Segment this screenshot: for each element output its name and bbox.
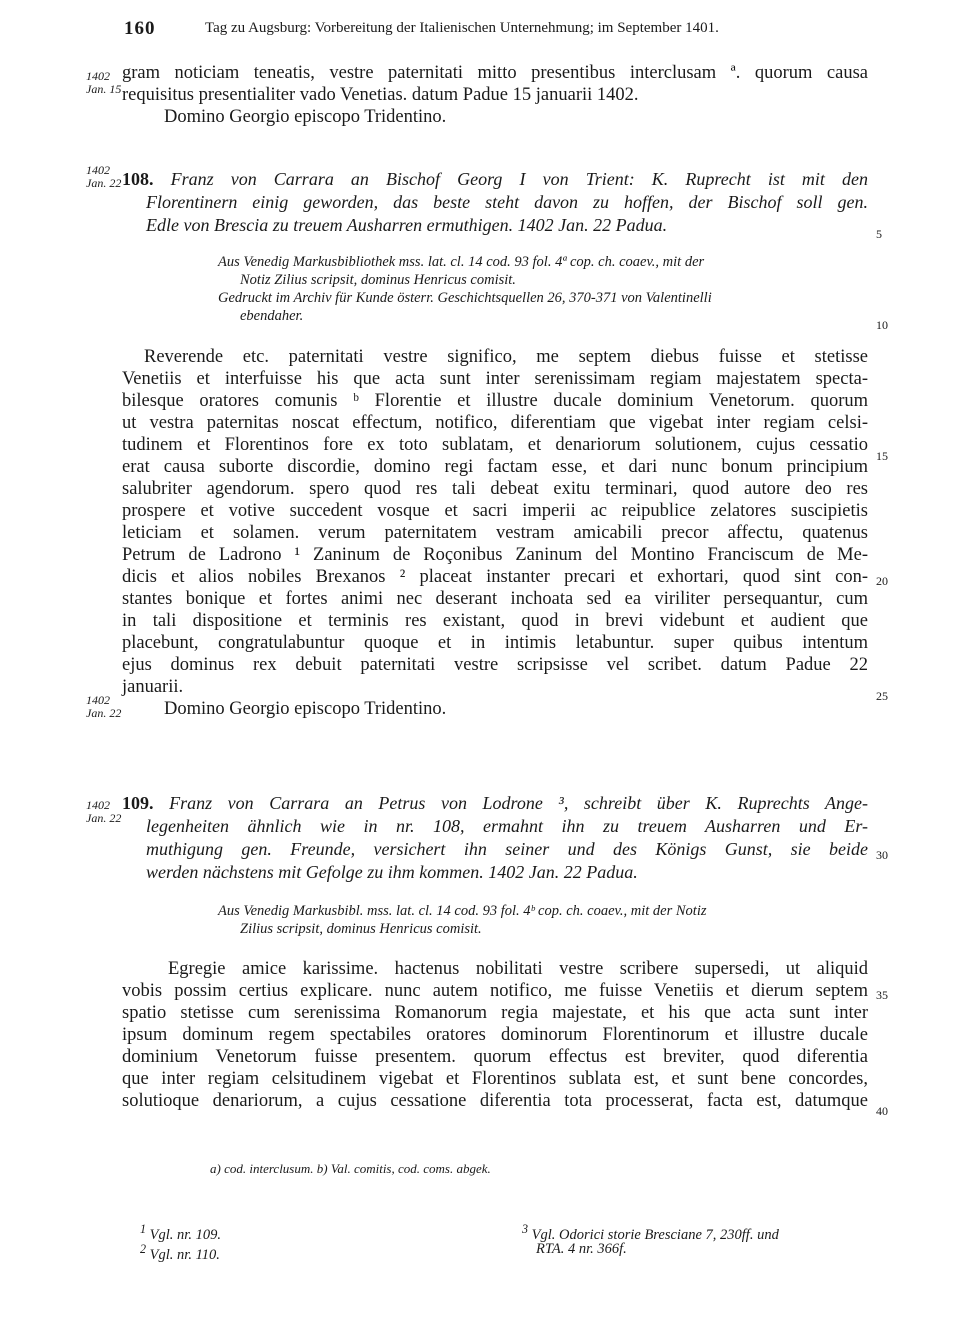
heading-line: legenheiten ähnlich wie in nr. 108, ermahnt ihn zu treuem Ausharren und Er- bbox=[146, 816, 868, 836]
line-number: 20 bbox=[876, 574, 888, 588]
footnote-text: RTA. 4 nr. 366f. bbox=[536, 1241, 627, 1257]
critical-notes: a) cod. interclusum. b) Val. comitis, cod. coms. abgek. bbox=[210, 1161, 491, 1176]
text-line: ipsum dominum regem spectabiles oratores dominorum Florentinorum et illustre ducale bbox=[122, 1025, 868, 1045]
margin-date-day: Jan. 22 bbox=[86, 706, 122, 720]
doc109-source bbox=[218, 902, 868, 938]
footnote-text: Vgl. nr. 110. bbox=[149, 1246, 220, 1263]
doc109-number: 109. bbox=[122, 793, 154, 813]
running-title: Tag zu Augsburg: Vorbereitung der Italienischen Unternehmung; im September 1401. bbox=[205, 20, 719, 36]
footnote-mark: 3 bbox=[522, 1222, 529, 1236]
text-line: Petrum de Ladrono ¹ Zaninum de Roçonibus Zaninum del Montino Franciscum de Me- bbox=[122, 545, 868, 565]
text-line: ejus dominus rex debuit paternitati vestre scripsisse vel scribet. datum Padue 22 bbox=[122, 655, 868, 675]
footnote bbox=[140, 1239, 220, 1265]
doc108-heading bbox=[122, 168, 868, 237]
text-line: Egregie amice karissime. hactenus nobilitati vestre scribere supersedi, ut aliquid bbox=[168, 959, 868, 979]
text-line: Reverende etc. paternitati vestre significo, me septem diebus fuisse et stetisse bbox=[144, 347, 868, 367]
margin-date-day: Jan. 22 bbox=[86, 176, 122, 190]
text-line: vobis possim certius explicare. nunc autem notifico, me fuisse Venetiis et dierum septem bbox=[122, 981, 868, 1001]
line-number: 5 bbox=[876, 227, 882, 241]
heading-line: Franz von Carrara an Petrus von Lodrone ³, schreibt über K. Ruprechts Ange- bbox=[169, 793, 868, 813]
margin-date-year: 1402 bbox=[86, 798, 110, 812]
text-line: stantes bonique et fortes animi nec deserant inchoata sed ea viriliter persequantur, cum bbox=[122, 589, 868, 609]
text-line: erat causa suborte discordie, domino regi factam esse, et dari nunc bonum principium bbox=[122, 457, 868, 477]
heading-line: Edle von Brescia zu treuem Ausharren ermuthigen. 1402 Jan. 22 Padua. bbox=[146, 215, 668, 235]
text-line: januarii. bbox=[122, 677, 184, 697]
margin-date-year: 1402 bbox=[86, 69, 110, 83]
text-line: requisitus presentialiter vado Venetias. datum Padue 15 januarii 1402. bbox=[122, 85, 639, 105]
text-line: in tali dispositione et terminis res existant, quod in brevi videbunt et audient que bbox=[122, 611, 868, 631]
doc109-heading bbox=[122, 792, 868, 884]
text-line: prospere et votive succedent vosque et sacri imperii ac reipublice zelatores suscipietis bbox=[122, 501, 868, 521]
text-line: gram noticiam teneatis, vestre paternitati mitto presentibus interclusam ª. quorum causa bbox=[122, 63, 868, 83]
text-line: dicis et alios nobiles Brexanos ² placeat instanter precari et exhortari, quod sint con- bbox=[122, 567, 868, 587]
text-line: salubriter agendorum. spero quod res tali debeat exitu terminari, quod autore deo res bbox=[122, 479, 868, 499]
text-line: spatio stetisse cum serenissima Romanorum regia majestate, et his que acta sunt inter bbox=[122, 1003, 868, 1023]
source-line: Aus Venedig Markusbibliothek mss. lat. cl. 14 cod. 93 fol. 4ª cop. ch. coaev., mit der bbox=[218, 254, 705, 270]
heading-line: muthigung gen. Freunde, versichert ihn seiner und des Königs Gunst, sie beide bbox=[146, 839, 868, 859]
footnote-mark: 1 bbox=[140, 1222, 147, 1236]
source-line: Aus Venedig Markusbibl. mss. lat. cl. 14 cod. 93 fol. 4ᵇ cop. ch. coaev., mit der Notiz bbox=[218, 903, 707, 919]
footnote bbox=[536, 1239, 627, 1259]
margin-date-day: Jan. 15 bbox=[86, 82, 122, 96]
heading-line: Florentinern einig geworden, das beste steht davon zu hoffen, der Bischof soll gen. bbox=[146, 192, 868, 212]
footnote-text: Vgl. Odorici storie Bresciane 7, 230ff. und bbox=[531, 1226, 779, 1243]
margin-date-year: 1402 bbox=[86, 693, 110, 707]
text-line: bilesque oratores comunis ᵇ Florentie et illustre ducale dominium Venetorum. quorum bbox=[122, 391, 868, 411]
doc109-body bbox=[122, 958, 868, 1112]
line-number: 30 bbox=[876, 848, 888, 862]
line-number: 40 bbox=[876, 1104, 888, 1118]
closing-line: Domino Georgio episcopo Tridentino. bbox=[164, 699, 447, 719]
heading-line: Franz von Carrara an Bischof Georg I von Trient: K. Ruprecht ist mit den bbox=[170, 169, 869, 189]
text-line: que inter regiam celsitudinem vigebat et Florentinos sublata est, et sunt bene concordes, bbox=[122, 1069, 868, 1089]
text-line: placebunt, congratulabuntur quoque et in intimis letabuntur. super quibus intentum bbox=[122, 633, 868, 653]
line-number: 35 bbox=[876, 988, 888, 1002]
source-line: Notiz Zilius scripsit, dominus Henricus comisit. bbox=[240, 272, 516, 288]
margin-date-year: 1402 bbox=[86, 163, 110, 177]
margin-date bbox=[86, 164, 126, 190]
top-continuation bbox=[122, 62, 868, 128]
source-line: Gedruckt im Archiv für Kunde österr. Geschichtsquellen 26, 370-371 von Valentinelli bbox=[218, 290, 712, 306]
footnote-mark: 2 bbox=[140, 1242, 147, 1256]
text-line: Domino Georgio episcopo Tridentino. bbox=[164, 107, 447, 127]
heading-line: werden nächstens mit Gefolge zu ihm kommen. 1402 Jan. 22 Padua. bbox=[146, 862, 638, 882]
source-line: Zilius scripsit, dominus Henricus comisit. bbox=[240, 921, 482, 937]
line-number: 10 bbox=[876, 318, 888, 332]
text-line: leticiam et solamen. verum paternitatem vestram amicabili precor affectu, quatenus bbox=[122, 523, 868, 543]
line-number: 25 bbox=[876, 689, 888, 703]
margin-date bbox=[86, 799, 126, 825]
text-line: solutioque denariorum, a cujus cessatione diferentia tota processerat, facta est, datumque bbox=[122, 1091, 868, 1111]
source-line: ebendaher. bbox=[240, 308, 304, 324]
doc108-body bbox=[122, 346, 868, 720]
margin-date bbox=[86, 694, 126, 720]
text-line: Venetiis et interfuisse his que acta sunt inter serenissimam regiam majestatem specta- bbox=[122, 369, 868, 389]
footnote-text: Vgl. nr. 109. bbox=[149, 1226, 221, 1243]
text-line: ut vestra paternitas noscat effectum, notifico, diferentiam que vigebat inter regiam celsi- bbox=[122, 413, 868, 433]
margin-date bbox=[86, 70, 126, 96]
page-number: 160 bbox=[124, 18, 156, 39]
margin-date-day: Jan. 22 bbox=[86, 811, 122, 825]
text-line: dominium Venetorum fuisse presentem. quorum effectus est breviter, quod diferentia bbox=[122, 1047, 868, 1067]
text-line: tudinem et Florentinos fore ex toto sublatam, et denariorum solutionem, cujus cessatio bbox=[122, 435, 868, 455]
doc108-number: 108. bbox=[122, 169, 154, 189]
doc108-source bbox=[218, 253, 868, 325]
line-number: 15 bbox=[876, 449, 888, 463]
